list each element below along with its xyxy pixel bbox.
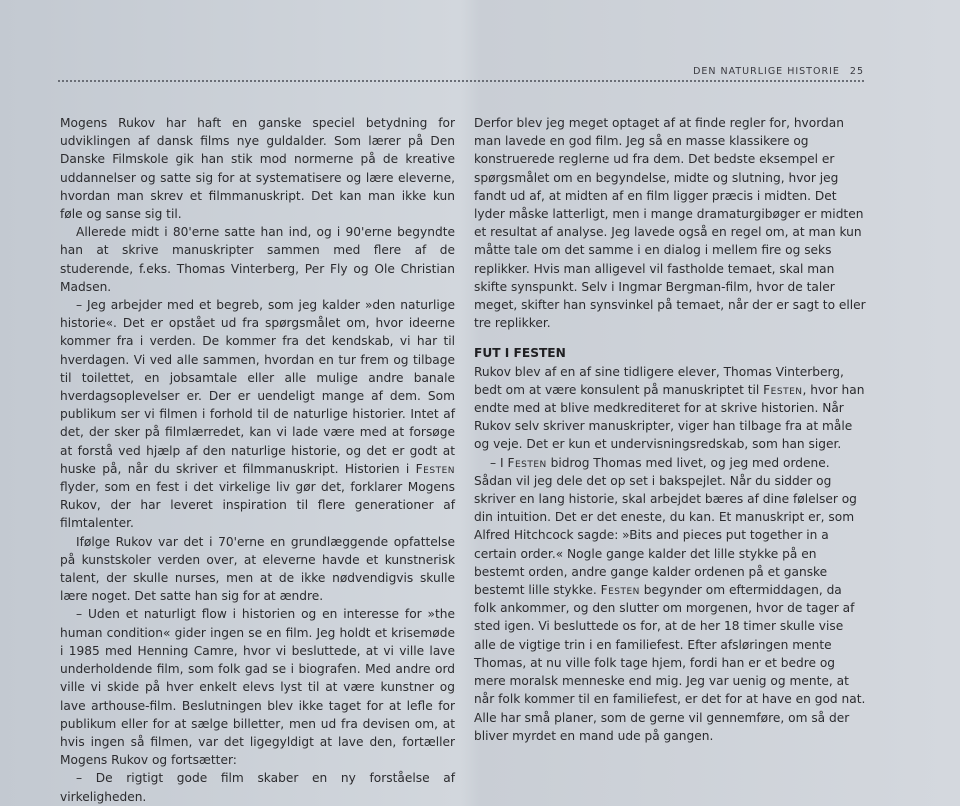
film-title: Festen xyxy=(600,583,640,598)
left-column xyxy=(60,114,455,806)
text-run: begynder om eftermiddagen, da folk ankommer, og den slutter om morgenen, hvor de tager af sted igen. Vi besluttede os for, at de her 18 timer skulle vise alle de vigtige trin i en familiefest. Efter afsløringen mente Thomas, at nu ville folk tage hjem, fordi han er et bedre og mere moralsk menneske end mig. Jeg var uenig og mente, at når folk kommer til en familiefest, er det for at have en god nat. Alle har små planer, som de gerne vil gennemføre, om så der bliver myrdet en mand ude på gangen. xyxy=(474,583,866,743)
paragraph: Allerede midt i 80'erne satte han ind, og i 90'erne begyndte han at skrive manuskripter sammen med flere af de studerende, f.eks. Thomas Vinterberg, Per Fly og Ole Christian Madsen. xyxy=(60,225,455,294)
page-number: 25 xyxy=(849,66,864,77)
paragraph xyxy=(474,454,866,745)
header-dotted-rule xyxy=(58,80,864,82)
text-run: bidrog Thomas med livet, og jeg med ordene. Sådan vil jeg dele det op set i bakspejlet. Når du sidder og skriver en lang historie, skal arbejdet bæres af dine følelser og din intuition. Det er det eneste, du kan. Et manuskript er, som Alfred Hitchcock sagde: »Bits and pieces put together in a certain order.« Nogle gange kalder det lille stykke på en bestemt orden, andre gange kalder ordenen på et ganske bestemt lille stykke. xyxy=(474,455,857,598)
paragraph: Mogens Rukov har haft en ganske speciel betydning for udviklingen af dansk films nye guldalder. Som lærer på Den Danske Filmskole gik han stik mod normerne på de kreative uddannelser og satte sig for at systematisere og lære eleverne, hvordan man skrev et filmmanuskript. Det kan man ikke kun føle og sanse sig til. xyxy=(60,116,455,222)
film-title: Festen xyxy=(415,461,455,476)
text-run: flyder, som en fest i det virkelige liv gør det, forklarer Mogens Rukov, der har leveret inspiration til flere generationer af filmtalenter. xyxy=(60,480,455,531)
film-title: Festen xyxy=(507,455,547,470)
paragraph: Derfor blev jeg meget optaget af at finde regler for, hvordan man lavede en god film. Jeg så en masse klassikere og konstruerede reglerne ud fra dem. Det bedste eksempel er spørgsmålet om en begyndelse, midte og slutning, hvor jeg fandt ud af, at midten af en film ligger præcis i midten. Det lyder måske latterligt, men i mange dramaturgibøger er midten et resultat af analyse. Jeg lavede også en regel om, at man kun måtte tale om det samme i en dialog i mellem fire og seks replikker. Hvis man alligevel vil fastholde temaet, skal man skifte synspunkt. Selv i Ingmar Bergman-film, hvor de taler meget, skifter han synsvinkel på temaet, når der er sagt to eller tre replikker. xyxy=(474,116,866,331)
text-run: Rukov blev af en af sine tidligere elever, Thomas Vinterberg, bedt om at være konsulent på manuskriptet til xyxy=(474,364,844,397)
text-run: – I xyxy=(490,455,508,470)
paragraph xyxy=(474,363,866,454)
section-title: DEN NATURLIGE HISTORIE xyxy=(693,66,840,77)
running-header xyxy=(693,66,864,77)
section-heading: FUT I FESTEN xyxy=(474,346,566,361)
text-run: – Jeg arbejder med et begreb, som jeg kalder »den naturlige historie«. Det er opstået ud fra spørgsmålet om, hvor ideerne kommer fra i verden. De kommer fra det kendskab, vi har til hverdagen. Vi ved alle sammen, hvordan en tur frem og tilbage til toilettet, en jobsamtale eller alle mulige andre banale hverdagsoplevelser er. Der er uendeligt mange af dem. Som publikum ser vi filmen i forhold til de naturlige historier. Intet af det, der sker på filmlærredet, kan vi lade være med at forsøge at forstå ved hjælp af den naturlige historie, og det er godt at huske på, når du skriver et filmmanuskript. Historien i xyxy=(60,298,455,476)
paragraph: – De rigtigt gode film skaber en ny forståelse af virkeligheden. xyxy=(60,771,455,804)
paragraph: – Uden et naturligt flow i historien og en interesse for »the human condition« gider ingen se en film. Jeg holdt et krisemøde i 1985 med Henning Camre, hvor vi besluttede, at vi ville lave underholdende film, som folk gad se i biografen. Med andre ord ville vi skide på hver enkelt elevs lyst til at være kunstner og lave arthouse-film. Beslutningen blev ikke taget for at lefle for publikum eller for at sælge billetter, men ud fra devisen om, at hvis ingen så filmen, var det ligegyldigt at lave den, fortæller Mogens Rukov og fortsætter: xyxy=(60,607,455,768)
text-run: , hvor han endte med at blive medkrediteret for at skrive historien. Når Rukov selv skriver manuskripter, viger han tilbage fra at måle og veje. Det er kun et undervisningsredskab, som han siger. xyxy=(474,382,865,452)
paragraph xyxy=(60,296,455,533)
right-column xyxy=(474,114,866,745)
paragraph: Ifølge Rukov var det i 70'erne en grundlæggende opfattelse på kunstskoler verden over, at eleverne havde et kunstnerisk talent, der skulle nurses, men at de ikke nødvendigvis skulle lære noget. Det satte han sig for at ændre. xyxy=(60,534,455,604)
film-title: Festen xyxy=(763,382,803,397)
